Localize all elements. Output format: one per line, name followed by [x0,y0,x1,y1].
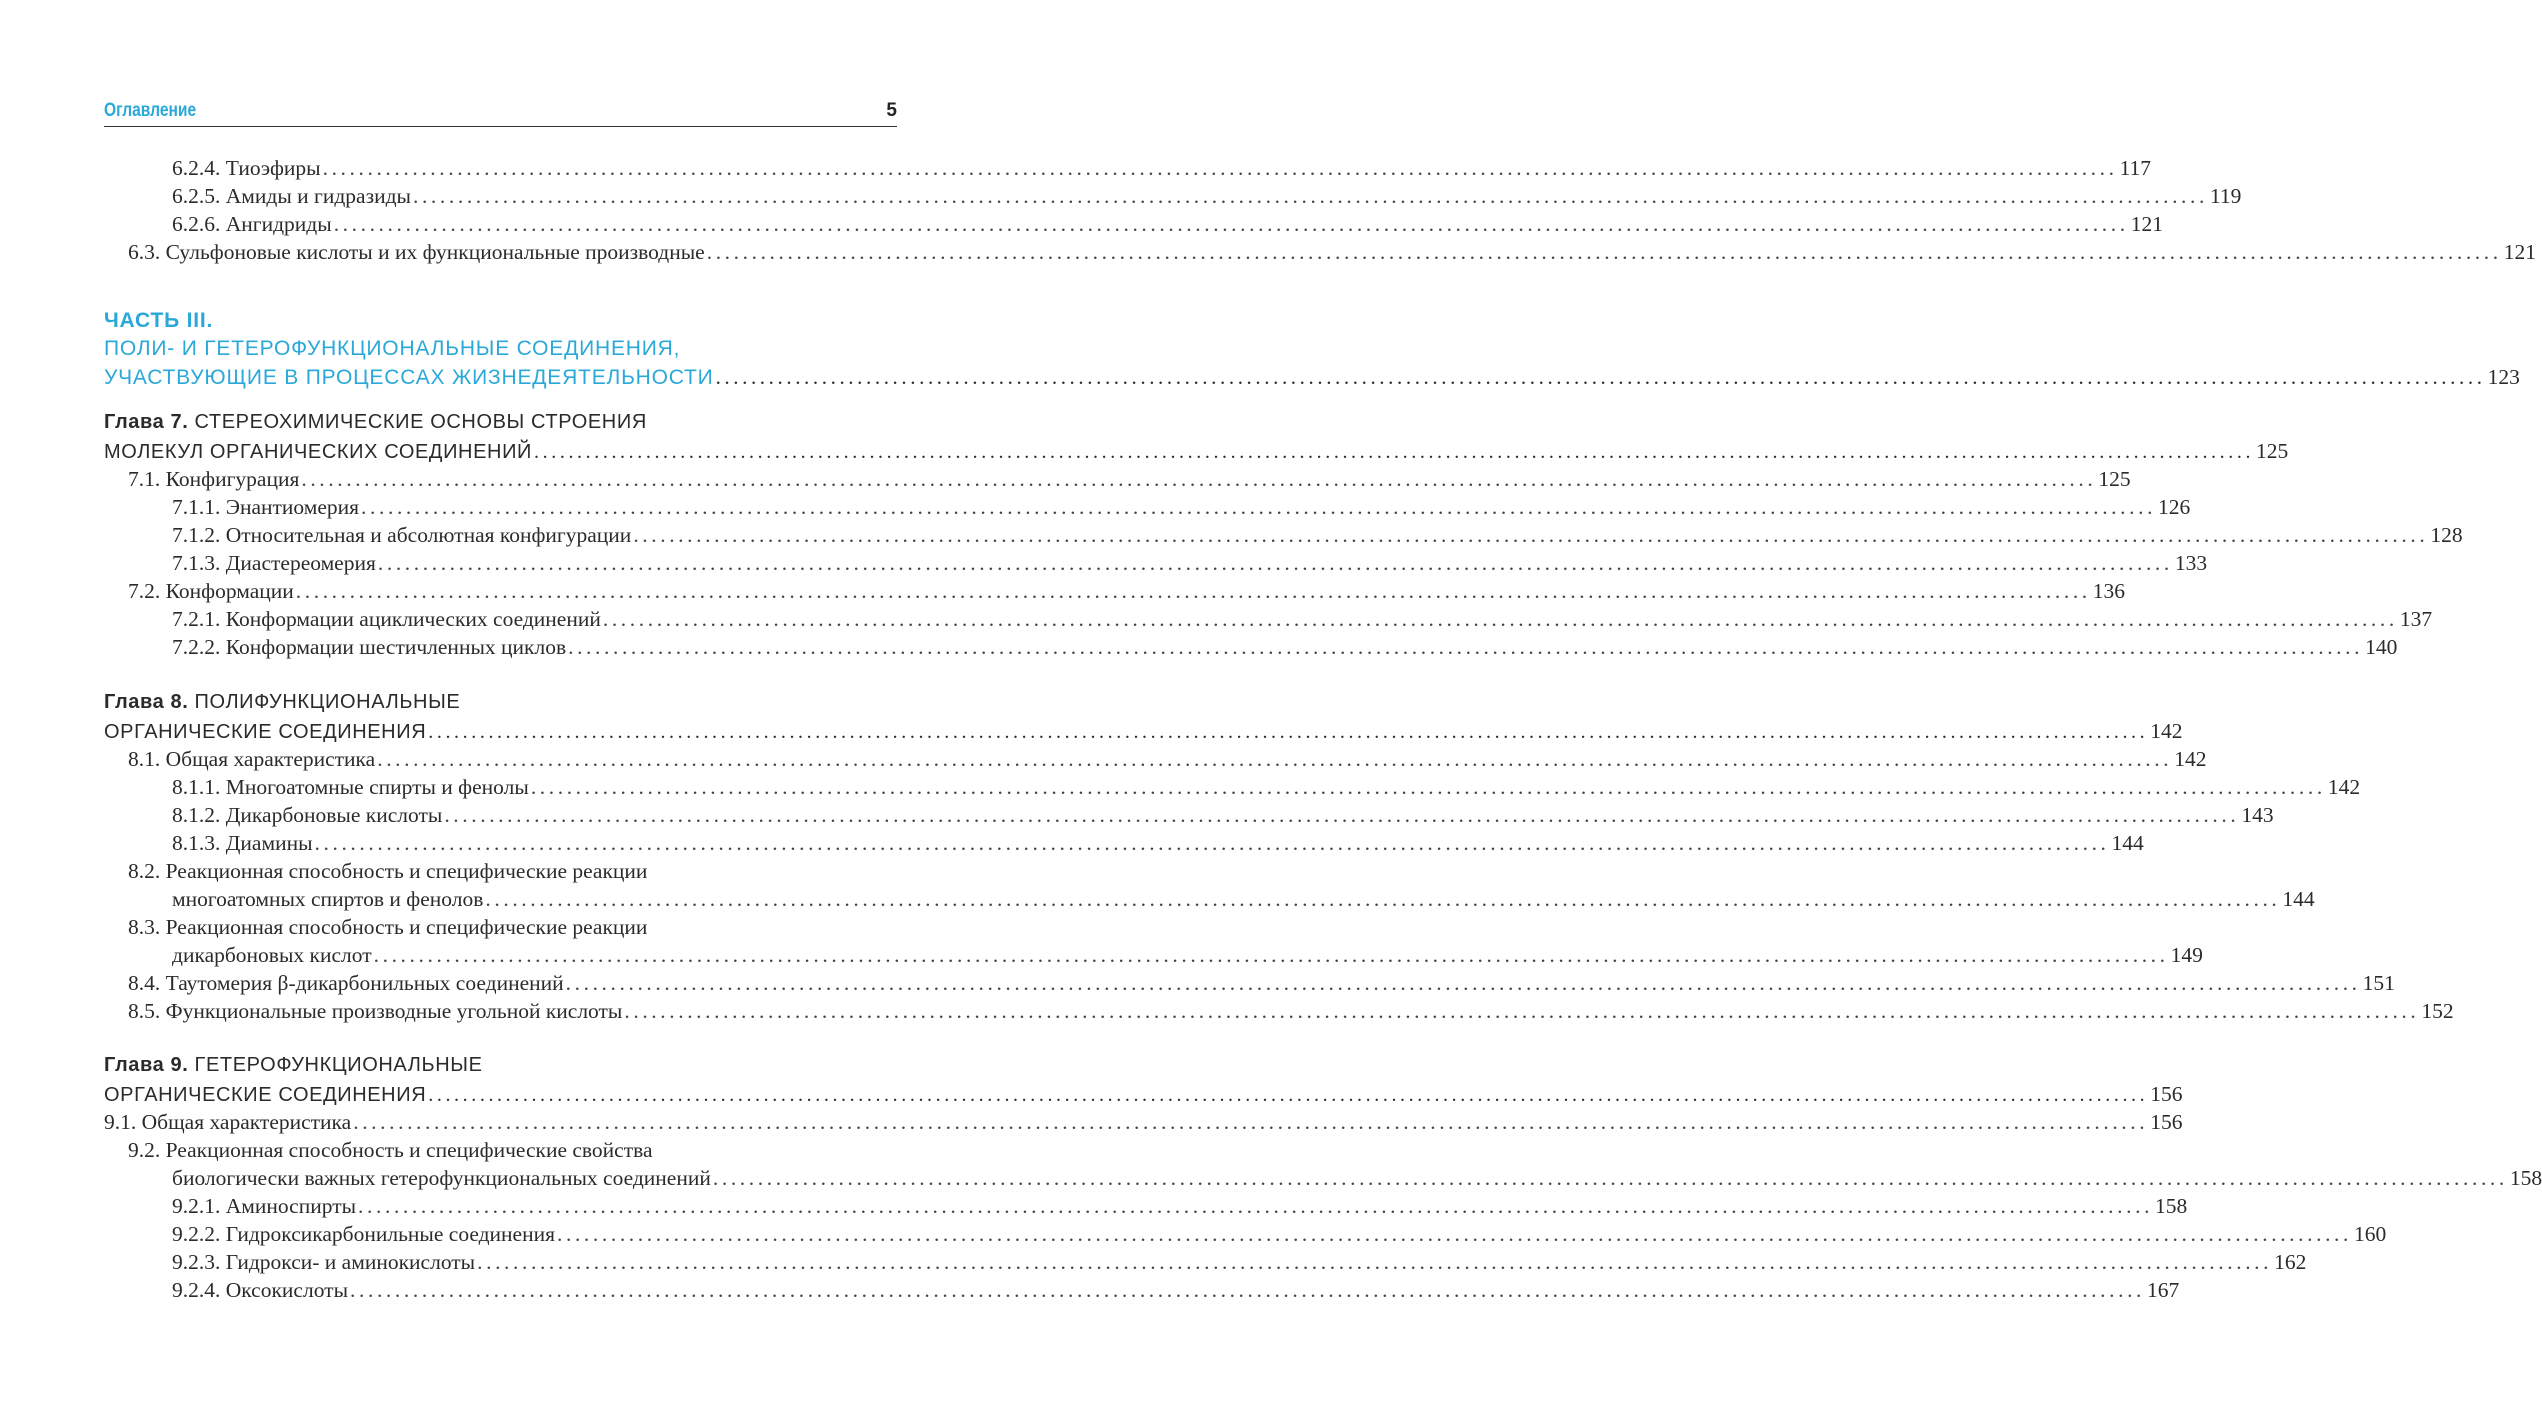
toc-entry-page: 144 [2282,887,2315,911]
toc-leader: ........................................................................................................................................................................................................ [565,971,2361,995]
toc-leader: ........................................................................................................................................................................................................ [706,240,2502,264]
toc-entry[interactable] [128,999,2454,1027]
toc-entry-label: 8.1.3. Диамины [172,831,313,855]
chapter-8-heading[interactable] [104,691,460,719]
toc-entry-page: 121 [2503,240,2536,264]
toc-leader: ........................................................................................................................................................................................................ [361,495,2157,519]
chapter-title-line1: ГЕТЕРОФУНКЦИОНАЛЬНЫЕ [194,1054,483,1076]
toc-entry-label: 9.2.4. Оксокислоты [172,1278,349,1302]
toc-leader: ........................................................................................................................................................................................................ [602,607,2398,631]
header-page-number: 5 [886,100,897,121]
header-title: Оглавление [104,100,197,121]
toc-entry[interactable] [128,747,2207,775]
toc-entry-page: 126 [2158,495,2191,519]
toc-entry-page: 149 [2170,943,2203,967]
toc-entry-page: 128 [2430,523,2463,547]
toc-entry-label: многоатомных спиртов и фенолов [172,887,484,911]
toc-entry-page: 151 [2362,971,2395,995]
toc-entry-label: 7.1.1. Энантиомерия [172,495,360,519]
toc-entry-label: 7.2.2. Конформации шестичленных циклов [172,635,567,659]
toc-entry-label: 6.3. Сульфоновые кислоты и их функциональные производные [128,240,705,264]
chapter-label: Глава 8. [104,691,189,713]
toc-entry-page: 137 [2399,607,2433,631]
chapter-7-title-line2[interactable] [104,439,2289,467]
toc-leader: ........................................................................................................................................................................................................ [428,1084,2149,1106]
toc-leader: ........................................................................................................................................................................................................ [715,365,2486,389]
toc-entry[interactable] [128,467,2131,495]
toc-leader: ........................................................................................................................................................................................................ [712,1166,2508,1190]
toc-entry-label: 8.1.2. Дикарбоновые кислоты [172,803,443,827]
part-label [104,309,213,337]
toc-leader: ........................................................................................................................................................................................................ [428,721,2149,743]
toc-entry-label: 8.2. Реакционная способность и специфические реакции [128,859,648,883]
toc-entry-label: биологически важных гетерофункциональных соединений [172,1166,711,1190]
toc-leader: ........................................................................................................................................................................................................ [353,1110,2149,1134]
toc-entry-page: 140 [2365,635,2398,659]
toc-entry[interactable] [172,523,2463,551]
toc-entry[interactable] [172,495,2191,523]
toc-leader: ........................................................................................................................................................................................................ [534,441,2255,463]
toc-entry-label: 9.2.1. Аминоспирты [172,1194,357,1218]
running-header [104,100,897,127]
toc-entry-page: 117 [2119,156,2152,180]
toc-entry[interactable] [128,240,2536,268]
toc-entry-page: 167 [2147,1278,2180,1302]
toc-entry-page: 144 [2111,831,2144,855]
toc-entry[interactable] [172,1222,2387,1250]
toc-leader: ........................................................................................................................................................................................................ [633,523,2429,547]
toc-entry[interactable] [172,156,2152,184]
toc-leader: ........................................................................................................................................................................................................ [350,1278,2146,1302]
toc-entry-page: 156 [2150,1110,2183,1134]
toc-entry[interactable] [172,184,2242,212]
toc-entry-label: 8.1. Общая характеристика [128,747,376,771]
toc-entry-page: 152 [2421,999,2454,1023]
toc-leader: ........................................................................................................................................................................................................ [444,803,2240,827]
chapter-9-heading[interactable] [104,1054,483,1082]
toc-entry-page: 133 [2174,551,2208,575]
toc-entry-page: 160 [2354,1222,2387,1246]
chapter-title-line2: ОРГАНИЧЕСКИЕ СОЕДИНЕНИЯ [104,721,427,743]
toc-entry-label: 7.1.2. Относительная и абсолютная конфигурации [172,523,632,547]
toc-entry-page: 158 [2155,1194,2188,1218]
part-title-line1: ПОЛИ- И ГЕТЕРОФУНКЦИОНАЛЬНЫЕ СОЕДИНЕНИЯ, [104,337,681,360]
chapter-7-heading[interactable] [104,411,647,439]
toc-leader: ........................................................................................................................................................................................................ [485,887,2281,911]
chapter-9-title-line2[interactable] [104,1082,2183,1110]
toc-entry-label: 8.4. Таутомерия β-дикарбонильных соединений [128,971,564,995]
toc-leader: ........................................................................................................................................................................................................ [412,184,2208,208]
toc-entry[interactable] [172,1278,2180,1306]
toc-leader: ........................................................................................................................................................................................................ [377,551,2173,575]
chapter-label: Глава 7. [104,411,189,433]
toc-entry[interactable] [172,635,2398,663]
toc-leader: ........................................................................................................................................................................................................ [301,467,2097,491]
toc-entry[interactable] [172,212,2163,240]
toc-entry[interactable] [172,607,2433,635]
toc-leader: ........................................................................................................................................................................................................ [358,1194,2154,1218]
chapter-title-line2: МОЛЕКУЛ ОРГАНИЧЕСКИХ СОЕДИНЕНИЙ [104,441,533,463]
chapter-page: 125 [2256,439,2289,463]
toc-entry-page: 143 [2241,803,2274,827]
toc-entry[interactable] [128,579,2126,607]
toc-entry[interactable] [172,1194,2188,1222]
chapter-title-line1: ПОЛИФУНКЦИОНАЛЬНЫЕ [194,691,461,713]
toc-entry[interactable] [172,803,2274,831]
toc-entry-page: 142 [2327,775,2361,799]
toc-leader: ........................................................................................................................................................................................................ [557,1222,2352,1246]
toc-entry-continued[interactable] [172,887,2315,915]
toc-entry-label: 6.2.6. Ангидриды [172,212,332,236]
part-title-line2[interactable] [104,365,2520,393]
toc-leader: ........................................................................................................................................................................................................ [377,747,2173,771]
toc-entry-page: 162 [2274,1250,2307,1274]
toc-entry-label: 8.5. Функциональные производные угольной кислоты [128,999,623,1023]
toc-entry-label: 7.2. Конформации [128,579,294,603]
chapter-8-title-line2[interactable] [104,719,2183,747]
toc-leader: ........................................................................................................................................................................................................ [568,635,2364,659]
toc-entry-label: 7.2.1. Конформации ациклических соединений [172,607,601,631]
toc-entry[interactable] [172,1250,2307,1278]
toc-entry[interactable] [128,1138,897,1166]
part-number: ЧАСТЬ III. [104,309,214,332]
toc-entry-label: 9.2.3. Гидрокси- и аминокислоты [172,1250,476,1274]
part-title-text: УЧАСТВУЮЩИЕ В ПРОЦЕССАХ ЖИЗНЕДЕЯТЕЛЬНОСТИ [104,366,714,389]
toc-entry-continued[interactable] [172,1166,2542,1194]
part-page: 123 [2487,365,2520,389]
toc-leader: ........................................................................................................................................................................................................ [322,156,2118,180]
toc-entry[interactable] [128,859,897,887]
toc-entry-label: 9.1. Общая характеристика [104,1110,352,1134]
toc-leader: ........................................................................................................................................................................................................ [314,831,2110,855]
toc-entry-page: 136 [2092,579,2126,603]
toc-leader: ........................................................................................................................................................................................................ [333,212,2129,236]
toc-entry-page: 125 [2098,467,2131,491]
toc-entry-page: 142 [2174,747,2207,771]
toc-entry[interactable] [172,831,2144,859]
toc-leader: ........................................................................................................................................................................................................ [373,943,2169,967]
toc-entry-label: 8.3. Реакционная способность и специфические реакции [128,915,648,939]
toc-entry[interactable] [172,775,2361,803]
toc-entry-label: 9.2. Реакционная способность и специфические свойства [128,1138,653,1162]
toc-entry-page: 158 [2509,1166,2542,1190]
toc-leader: ........................................................................................................................................................................................................ [530,775,2326,799]
chapter-page: 156 [2150,1082,2183,1106]
toc-entry[interactable] [128,915,897,943]
toc-entry-label: 7.1. Конфигурация [128,467,300,491]
chapter-page: 142 [2150,719,2183,743]
toc-leader: ........................................................................................................................................................................................................ [295,579,2091,603]
toc-entry-label: 6.2.4. Тиоэфиры [172,156,321,180]
toc-entry-label: 9.2.2. Гидроксикарбонильные соединения [172,1222,555,1246]
toc-entry-label: дикарбоновых кислот [172,943,372,967]
toc-entry-page: 121 [2130,212,2163,236]
toc-entry-label: 7.1.3. Диастереомерия [172,551,376,575]
toc-entry-label: 8.1.1. Многоатомные спирты и фенолы [172,775,529,799]
toc-entry[interactable] [128,971,2395,999]
toc-entry[interactable] [172,551,2208,579]
toc-leader: ........................................................................................................................................................................................................ [624,999,2420,1023]
toc-leader: ........................................................................................................................................................................................................ [477,1250,2273,1274]
toc-entry-page: 119 [2209,184,2242,208]
toc-entry-continued[interactable] [172,943,2203,971]
chapter-label: Глава 9. [104,1054,189,1076]
chapter-title-line2: ОРГАНИЧЕСКИЕ СОЕДИНЕНИЯ [104,1084,427,1106]
toc-entry[interactable] [104,1110,2183,1138]
chapter-title-line1: СТЕРЕОХИМИЧЕСКИЕ ОСНОВЫ СТРОЕНИЯ [194,411,647,433]
toc-entry-label: 6.2.5. Амиды и гидразиды [172,184,411,208]
